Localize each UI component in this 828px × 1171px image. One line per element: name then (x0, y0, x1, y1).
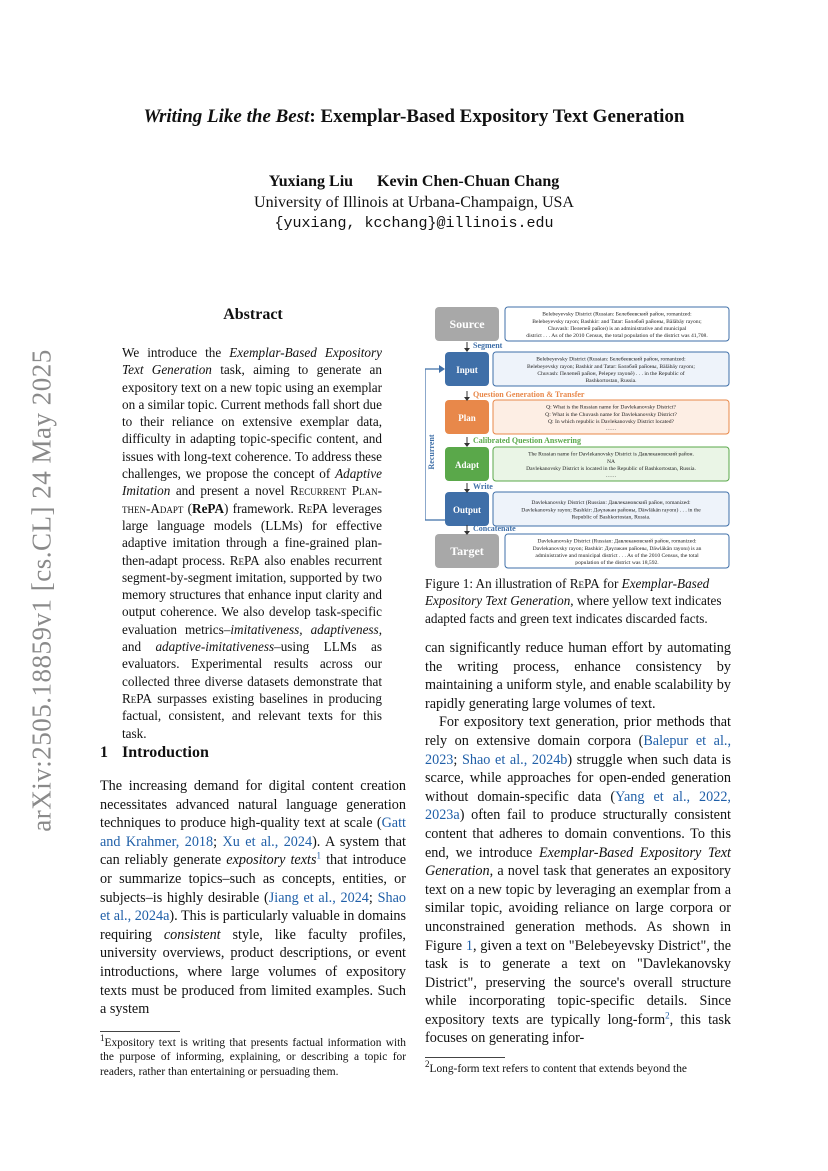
citation-link[interactable]: Xu et al., 2024 (222, 833, 313, 850)
abstract-body: We introduce the Exemplar-Based Expository Text Generation task, aiming to generate an expository text on a new topic using an exemplar on a similar topic. Current methods fall short due to their reliance on extensive exemplar data, difficulty in adapting topic-specific content, and issues with long-text coherence. To address these challenges, we propose the concept of Adaptive Imitation and present a novel Recurrent Plan-then-Adapt (RePA) framework. RePA leverages large language models (LLMs) for effective adaptive imitation through a fine-grained plan-then-adapt process. RePA also enables recurrent segment-by-segment imitation, supported by two memory structures that enhance input clarity and output coherence. We also develop task-specific evaluation metrics–imitativeness, adaptiveness, and adaptive-imitativeness–using LLMs as evaluators. Experimental results across our collected three diverse datasets demonstrate that RePA surpasses existing baselines in producing factual, consistent, and relevant texts for this task. (122, 345, 383, 741)
content-line: population of the district was 18,592. (575, 560, 659, 567)
content-line: district . . . As of the 2010 Census, the total population of the district was 41,708. (526, 333, 708, 340)
content-line: Chuvash: Пелепей район) is an administrative and municipal (547, 326, 687, 332)
content-line: Republic of Bashkortostan, Russia. (571, 514, 651, 521)
content-line: Davlekanovsky District is located in the Republic of Bashkortostan, Russia. (526, 466, 696, 472)
citation-link[interactable]: Shao et al., 2024a (100, 889, 406, 925)
footnote-1: $^1$Expository text is writing that presents factual information with the purpose of informing, explaining, or describing a topic for readers, rather than entertaining or persuading them. (100, 1033, 406, 1078)
content-line: Chuvash: Пелепей район, Pelepey rayonĕ) . . . in the Republic of (537, 371, 685, 377)
stage-label-output: Output (452, 505, 482, 515)
recurrent-loop-arrowhead (439, 365, 445, 373)
author-name: Yuxiang Liu (268, 173, 354, 190)
figure-diagram (425, 302, 731, 570)
content-line: …… (605, 426, 617, 433)
flow-arrow-label: Question Generation & Transfer (473, 390, 585, 399)
stage-label-target: Target (450, 544, 484, 558)
content-line: Belebeyevsky District (Russian: Белебеевский район, romanized: (536, 356, 686, 363)
content-line: Davlekanovsky District (Russian: Давлекановский район, romanized: (537, 538, 697, 545)
flow-arrow-label: Write (473, 482, 493, 491)
paper-title-italic: Writing Like the Best (143, 106, 310, 127)
figure-ref-link[interactable]: 1 (465, 937, 473, 954)
author-email: {yuxiang, kcchang}@illinois.edu (274, 215, 554, 232)
content-line: Q: In which republic is Davlekanovsky District located? (548, 419, 674, 425)
recurrent-label: Recurrent (427, 434, 436, 470)
content-line: The Russian name for Davlekanovsky District is Давлекановский район. (528, 451, 694, 458)
flow-arrow-label: Concatenate (473, 524, 516, 533)
citation-link[interactable]: Yang et al., 2022, 2023a (425, 788, 731, 824)
content-line: Belebeyevsky rayon; Bashkir: and Tatar: Бәләбәй районы, Bäläbäy rayonı; (532, 318, 702, 325)
content-line: Davlekanovsky District (Russian: Давлекановский район, romanized: (531, 500, 691, 507)
citation-link[interactable]: Shao et al., 2024b (461, 751, 568, 768)
content-line: Belebeyevsky rayon; Bashkir and Tatar: Бәләбәй районы, Bäläbäy rayonı; (527, 363, 695, 370)
flow-arrow-label: Segment (473, 341, 503, 350)
citation-link[interactable]: Gatt and Krahmer, 2018 (100, 815, 406, 850)
footnote-rule (100, 1031, 180, 1032)
content-line: Q: What is the Russian name for Davlekanovsky District? (546, 404, 676, 411)
content-line: Bashkortostan, Russia. (585, 378, 637, 385)
figure-1 (425, 302, 731, 570)
paragraph: can significantly reduce human effort by automating the writing process, enhance consistency by maintaining a uniform style, and enable scalability by rapidly generating large volumes of text. (425, 640, 731, 712)
content-line: Davlekanovsky rayon; Bashkir: Дәүләкән районы, Däwläkän rayonı) is an (532, 545, 702, 552)
content-line: Q: What is the Chuvash name for Davlekanovsky District? (545, 411, 677, 418)
introduction-body: The increasing demand for digital content creation necessitates advanced natural language generation techniques to produce high-quality text at scale (Gatt and Krahmer, 2018; Xu et al., 2024). A system that can reliably generate expository texts$^1$ that introduce or summarize topics–such as concepts, entities, or subjects–is highly desirable (Jiang et al., 2024; Shao et al., 2024a). This is particularly valuable in domains requiring consistent style, like faculty profiles, university overviews, product descriptions, or event introductions, where large volumes of expository texts must be produced from limited examples. Such a system (100, 778, 406, 1018)
stage-label-adapt: Adapt (454, 460, 480, 470)
affiliation: University of Illinois at Urbana-Champaign, USA (254, 194, 574, 211)
footnote-marker[interactable]: 2 (665, 1010, 670, 1021)
paper-title-rest: : Exemplar-Based Expository Text Generation (309, 106, 685, 127)
section-heading: 1 Introduction (100, 744, 209, 761)
citation-link[interactable]: Jiang et al., 2024 (268, 889, 369, 906)
flow-arrow-label: Calibrated Question Answering (473, 436, 582, 445)
stage-label-input: Input (456, 365, 478, 375)
stage-label-source: Source (449, 317, 485, 331)
figure-caption: Figure 1: An illustration of RePA for Exemplar-Based Expository Text Generation, where yellow text indicates adapted facts and green text indicates discarded facts. (425, 576, 722, 626)
author-block (100, 171, 728, 234)
content-line: Davlekanovsky rayon; Bashkir: Дәүләкән районы, Däwläkän rayonı) . . . in the (521, 507, 701, 514)
content-line: Belebeyevsky District (Russian: Белебеевский район, romanized: (542, 311, 692, 318)
content-line: …… (605, 473, 617, 480)
arxiv-identifier: arXiv:2505.18859v1 [cs.CL] 24 May 2025 (26, 348, 57, 832)
paragraph: For expository text generation, prior methods that rely on extensive domain corpora (Balepur et al., 2023; Shao et al., 2024b) struggle when such data is scarce, while approaches for open-ended generation without domain-specific data (Yang et al., 2022, 2023a) often fail to produce structurally consistent content that adheres to domain conventions. To this end, we introduce Exemplar-Based Expository Text Generation, a novel task that generates an expository text on a new topic by leveraging an exemplar from a similar topic, avoiding reliance on large corpora or unconstrained generation methods. As shown in Figure 1, given a text on "Belebeyevsky District", the task is to generate a text on "Davlekanovsky District", preserving the source's overall structure while incorporating topic-specific details. Since expository texts are typically long-form$^2$, this task focuses on generating infor- (425, 714, 731, 1047)
author-name: Kevin Chen-Chuan Chang (377, 173, 560, 190)
flow-arrowhead (464, 443, 470, 447)
abstract-heading: Abstract (223, 306, 283, 323)
flow-arrowhead (464, 348, 470, 352)
stage-label-plan: Plan (458, 413, 476, 423)
citation-link[interactable]: Balepur et al., 2023 (425, 732, 731, 768)
footnote-2: $^2$Long-form text refers to content that extends beyond the (425, 1059, 687, 1075)
content-line: administrative and municipal district . . . As of the 2010 Census, the total (535, 553, 699, 559)
paper-title (100, 106, 728, 128)
footnote-marker[interactable]: 1 (316, 850, 321, 861)
right-column-body (425, 639, 731, 1048)
footnote-rule (425, 1057, 505, 1058)
content-line: NA (606, 458, 616, 465)
